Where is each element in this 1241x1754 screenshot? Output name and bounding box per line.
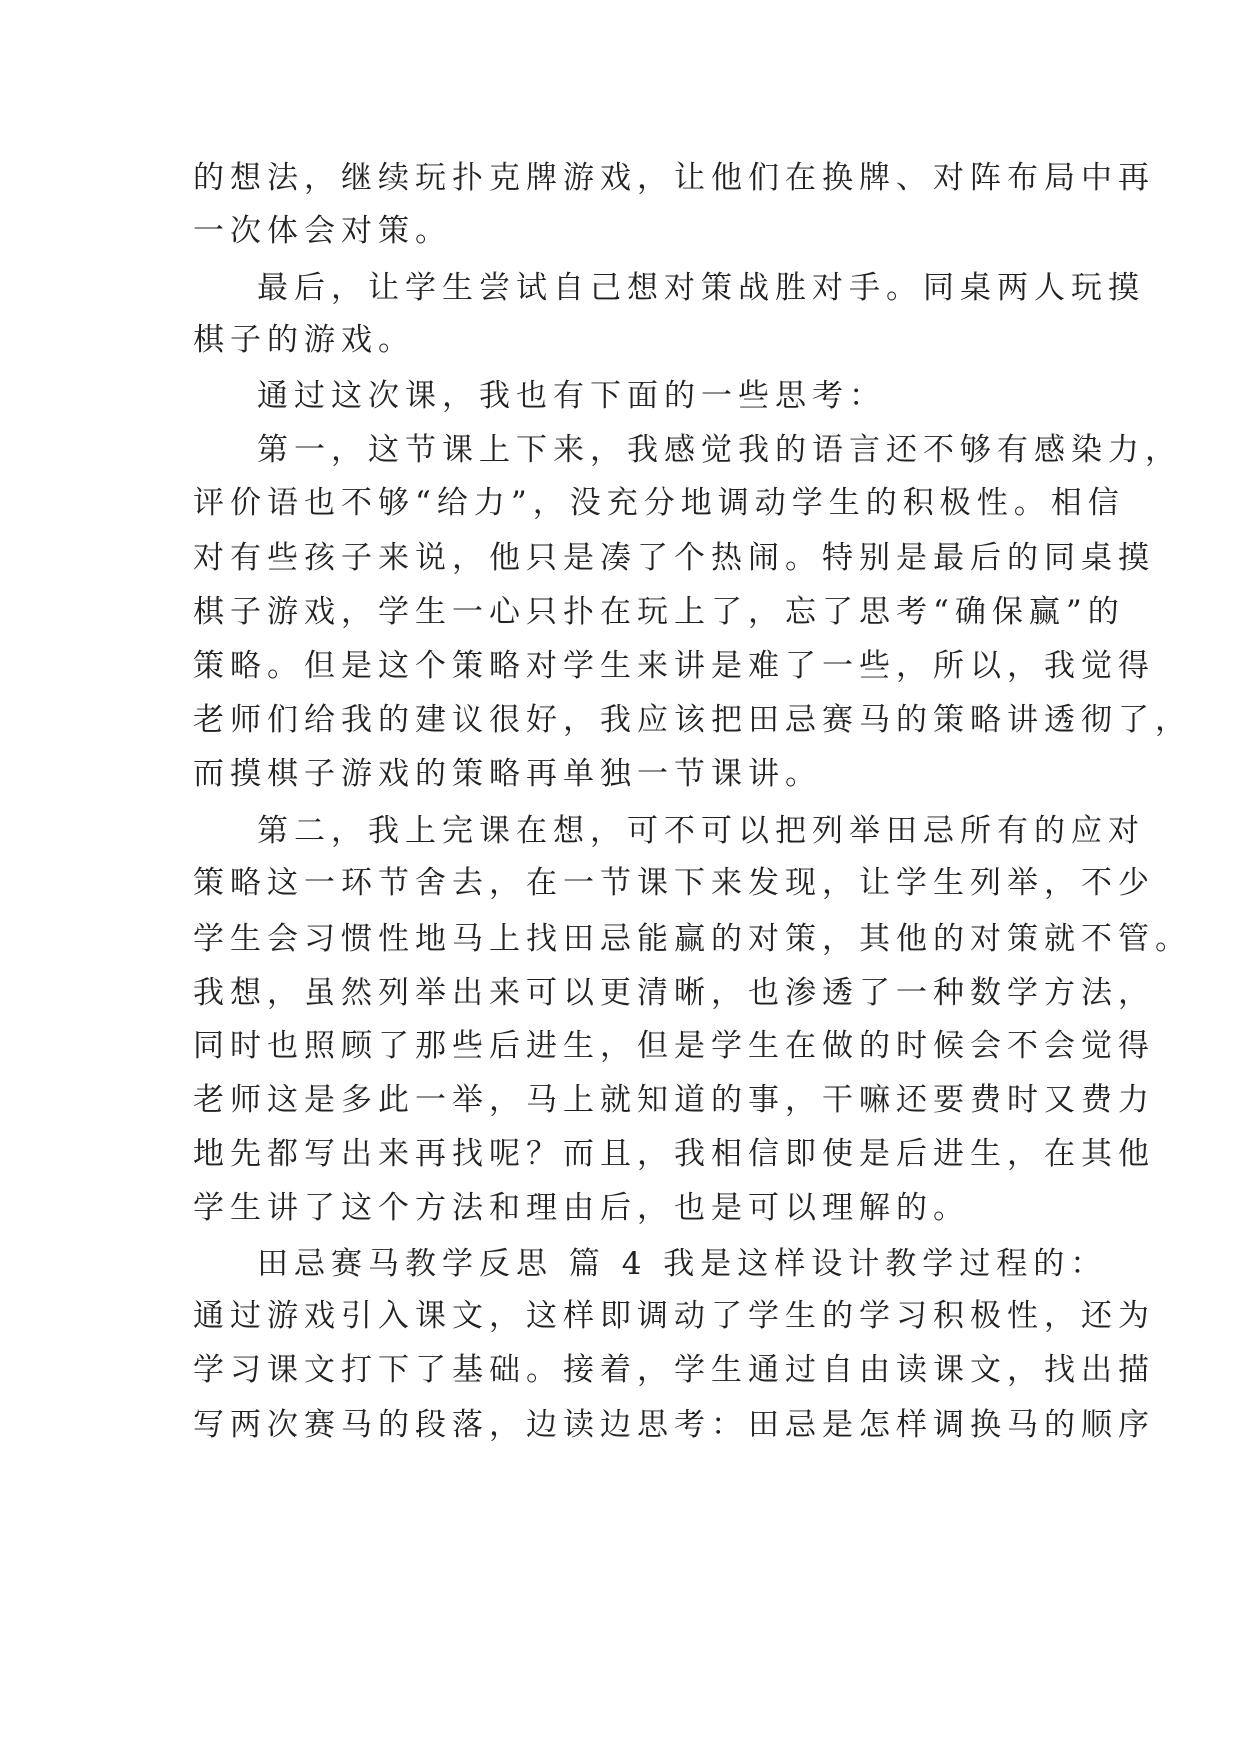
- text-line: 棋子游戏，学生一心只扑在玩上了，忘了思考“确保赢”的: [193, 594, 1125, 630]
- text-line: 老师这是多此一举，马上就知道的事，干嘛还要费时又费力: [193, 1082, 1155, 1118]
- text-line: 老师们给我的建议很好，我应该把田忌赛马的策略讲透彻了，: [193, 702, 1192, 738]
- text-line: 最后，让学生尝试自己想对策战胜对手。同桌两人玩摸: [257, 270, 1145, 306]
- text-line: 学生讲了这个方法和理由后，也是可以理解的。: [193, 1190, 970, 1226]
- text-line: 学生会习惯性地马上找田忌能赢的对策，其他的对策就不管。: [193, 921, 1192, 957]
- text-line: 通过这次课，我也有下面的一些思考：: [257, 378, 886, 414]
- text-line: 地先都写出来再找呢？而且，我相信即使是后进生，在其他: [193, 1136, 1155, 1172]
- text-line: 写两次赛马的段落，边读边思考：田忌是怎样调换马的顺序: [193, 1407, 1155, 1443]
- text-line: 一次体会对策。: [193, 213, 452, 249]
- text-line: 田忌赛马教学反思 篇 4 我是这样设计教学过程的：: [257, 1246, 1108, 1282]
- text-line: 学习课文打下了基础。接着，学生通过自由读课文，找出描: [193, 1352, 1155, 1388]
- text-line: 通过游戏引入课文，这样即调动了学生的学习积极性，还为: [193, 1298, 1155, 1334]
- text-line: 同时也照顾了那些后进生，但是学生在做的时候会不会觉得: [193, 1028, 1155, 1064]
- text-line: 棋子的游戏。: [193, 322, 415, 358]
- text-line: 对有些孩子来说，他只是凑了个热闹。特别是最后的同桌摸: [193, 540, 1155, 576]
- text-line: 第一，这节课上下来，我感觉我的语言还不够有感染力，: [257, 432, 1182, 468]
- text-line: 策略这一环节舍去，在一节课下来发现，让学生列举，不少: [193, 865, 1155, 901]
- text-line: 的想法，继续玩扑克牌游戏，让他们在换牌、对阵布局中再: [193, 160, 1155, 196]
- text-line: 我想，虽然列举出来可以更清晰，也渗透了一种数学方法，: [193, 975, 1155, 1011]
- text-line: 评价语也不够“给力”，没充分地调动学生的积极性。相信: [193, 485, 1125, 521]
- text-line: 而摸棋子游戏的策略再单独一节课讲。: [193, 756, 822, 792]
- text-line: 策略。但是这个策略对学生来讲是难了一些，所以，我觉得: [193, 648, 1155, 684]
- text-line: 第二，我上完课在想，可不可以把列举田忌所有的应对: [257, 813, 1145, 849]
